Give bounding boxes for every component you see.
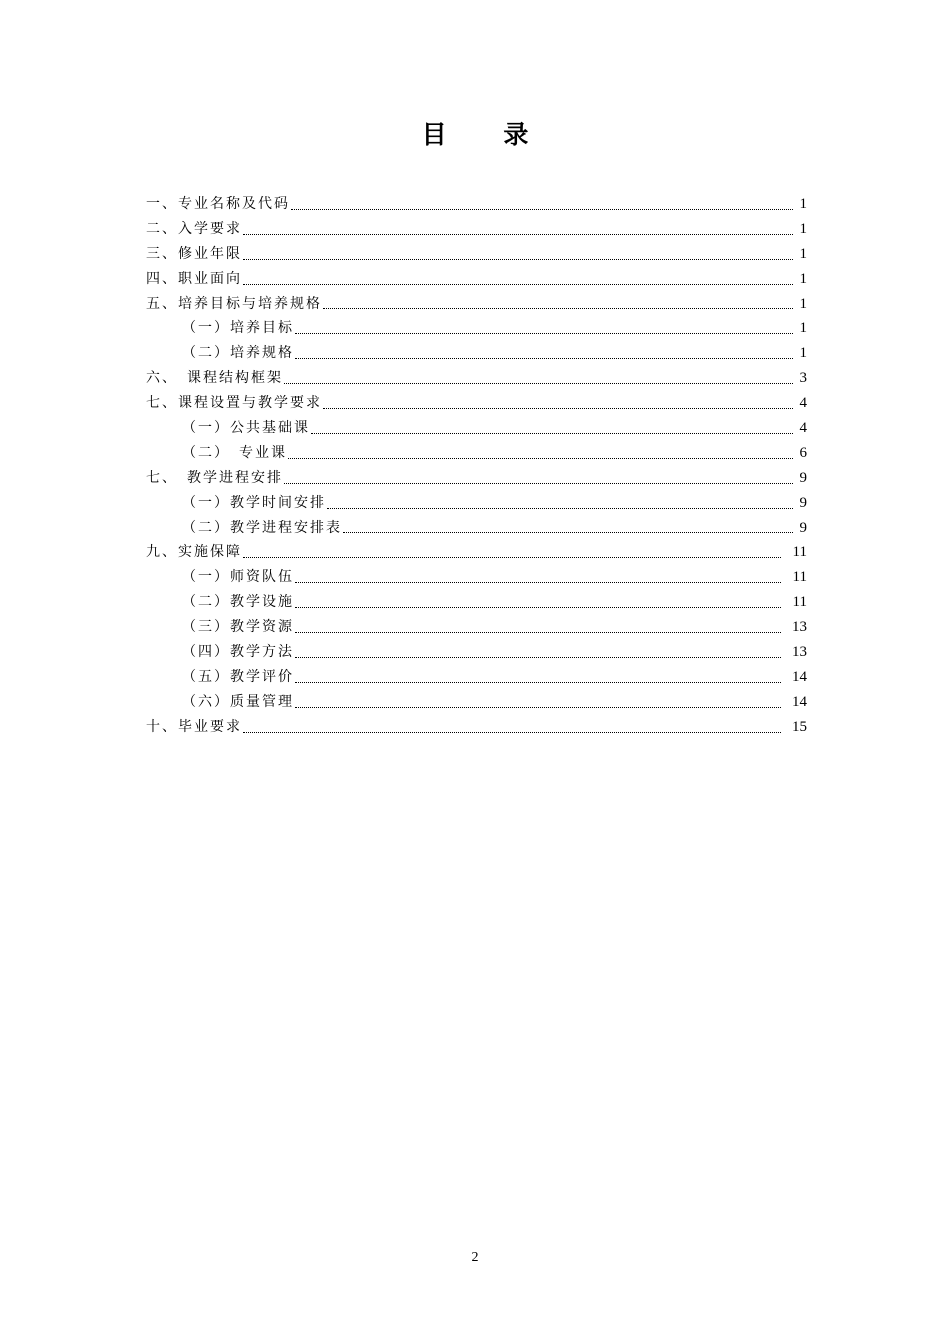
toc-entry-label: 五、培养目标与培养规格 <box>146 295 322 312</box>
toc-subentry-label: （六）质量管理 <box>182 693 294 710</box>
toc-leader-dots <box>311 432 793 434</box>
toc-subentry-label: （五）教学评价 <box>182 668 294 685</box>
toc-entry-page: 4 <box>799 395 807 412</box>
toc-subentry[interactable] <box>146 516 807 541</box>
toc-leader-dots <box>323 307 793 309</box>
toc-subentry[interactable] <box>146 441 807 466</box>
toc-subentry-page: 6 <box>799 444 807 461</box>
toc-entry-page: 1 <box>799 220 807 237</box>
toc-subentry[interactable] <box>146 640 807 665</box>
toc-entry[interactable] <box>146 466 807 491</box>
toc-entry[interactable] <box>146 540 807 565</box>
toc-entry[interactable] <box>146 217 807 242</box>
toc-leader-dots <box>295 606 781 608</box>
toc-subentry-page: 11 <box>792 569 807 586</box>
toc-subentry[interactable] <box>146 416 807 441</box>
toc-entry[interactable] <box>146 715 807 740</box>
toc-entry[interactable] <box>146 292 807 317</box>
toc-entry-label: 七、课程设置与教学要求 <box>146 395 322 412</box>
toc-entry-page: 11 <box>792 544 807 561</box>
toc-subentry[interactable] <box>146 590 807 615</box>
toc-subentry-page: 14 <box>792 668 807 685</box>
toc-subentry-page: 14 <box>792 693 807 710</box>
toc-subentry-label: （二）教学进程安排表 <box>182 519 342 536</box>
toc-entry-label: 九、实施保障 <box>146 544 242 561</box>
toc-entry[interactable] <box>146 366 807 391</box>
toc-leader-dots <box>284 482 793 484</box>
toc-subentry-label: （二）教学设施 <box>182 594 294 611</box>
toc-leader-dots <box>288 457 793 459</box>
table-of-contents <box>146 192 807 740</box>
toc-leader-dots <box>243 556 781 558</box>
toc-subentry-page: 11 <box>792 594 807 611</box>
toc-subentry-label: （一）培养目标 <box>182 320 294 337</box>
toc-entry-page: 1 <box>799 295 807 312</box>
toc-subentry-page: 9 <box>799 494 807 511</box>
toc-leader-dots <box>343 531 793 533</box>
toc-entry[interactable] <box>146 242 807 267</box>
toc-leader-dots <box>243 731 781 733</box>
toc-leader-dots <box>243 233 793 235</box>
toc-leader-dots <box>327 507 793 509</box>
toc-leader-dots <box>284 382 793 384</box>
toc-subentry-page: 4 <box>799 420 807 437</box>
toc-leader-dots <box>243 258 793 260</box>
toc-subentry[interactable] <box>146 491 807 516</box>
toc-leader-dots <box>295 581 781 583</box>
toc-subentry[interactable] <box>146 341 807 366</box>
toc-entry-page: 15 <box>792 718 807 735</box>
toc-subentry[interactable] <box>146 316 807 341</box>
toc-entry[interactable] <box>146 267 807 292</box>
toc-leader-dots <box>295 631 781 633</box>
toc-leader-dots <box>295 332 793 334</box>
page-number: 2 <box>471 1250 479 1265</box>
toc-entry[interactable] <box>146 192 807 217</box>
toc-leader-dots <box>295 656 781 658</box>
toc-entry-label: 七、 教学进程安排 <box>146 469 283 486</box>
toc-subentry[interactable] <box>146 615 807 640</box>
toc-subentry[interactable] <box>146 565 807 590</box>
toc-subentry-label: （四）教学方法 <box>182 644 294 661</box>
toc-subentry-label: （二）培养规格 <box>182 345 294 362</box>
toc-entry-label: 二、入学要求 <box>146 220 242 237</box>
toc-subentry-label: （三）教学资源 <box>182 619 294 636</box>
toc-subentry-label: （一）教学时间安排 <box>182 494 326 511</box>
toc-entry-label: 一、专业名称及代码 <box>146 196 290 212</box>
toc-entry-page: 1 <box>799 270 807 287</box>
toc-leader-dots <box>323 407 793 409</box>
page-title: 目 录 <box>421 120 553 149</box>
toc-entry-label: 十、毕业要求 <box>146 718 242 735</box>
toc-subentry-page: 1 <box>799 345 807 362</box>
toc-entry-page: 1 <box>799 196 807 212</box>
toc-subentry-page: 13 <box>792 644 807 661</box>
toc-subentry-label: （一）公共基础课 <box>182 420 310 437</box>
toc-subentry-page: 9 <box>799 519 807 536</box>
toc-leader-dots <box>243 283 793 285</box>
toc-leader-dots <box>291 208 793 210</box>
toc-leader-dots <box>295 357 793 359</box>
toc-subentry-label: （一）师资队伍 <box>182 569 294 586</box>
toc-entry[interactable] <box>146 391 807 416</box>
toc-subentry[interactable] <box>146 690 807 715</box>
toc-subentry-page: 13 <box>792 619 807 636</box>
toc-leader-dots <box>295 706 781 708</box>
toc-entry-page: 3 <box>799 370 807 387</box>
toc-entry-label: 六、 课程结构框架 <box>146 370 283 387</box>
toc-subentry[interactable] <box>146 665 807 690</box>
toc-subentry-label: （二） 专业课 <box>182 444 287 461</box>
toc-entry-page: 1 <box>799 245 807 262</box>
toc-subentry-page: 1 <box>799 320 807 337</box>
toc-entry-label: 四、职业面向 <box>146 270 242 287</box>
toc-entry-page: 9 <box>799 469 807 486</box>
toc-leader-dots <box>295 681 781 683</box>
toc-entry-label: 三、修业年限 <box>146 245 242 262</box>
